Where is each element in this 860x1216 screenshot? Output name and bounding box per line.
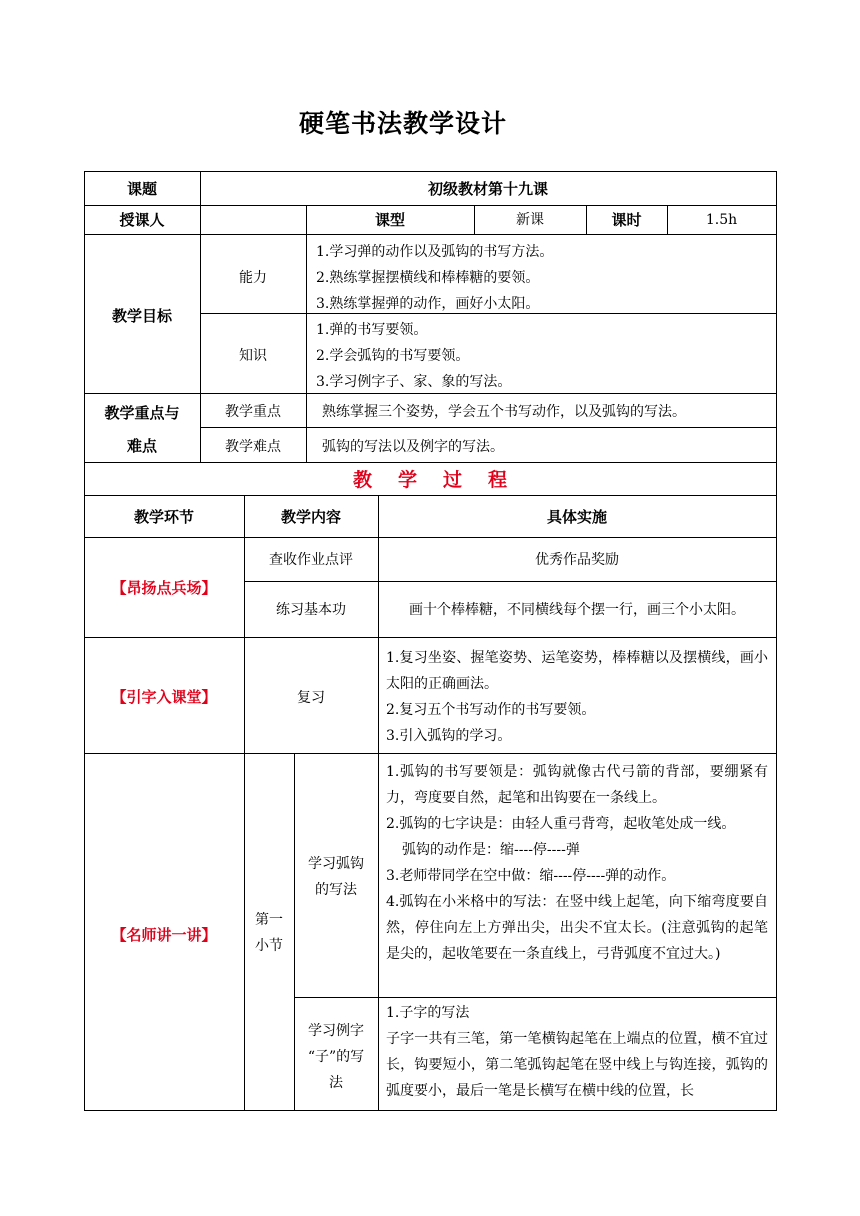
list-item: 1.弹的书写要领。 (316, 322, 428, 338)
sub2-label-3: 法 (329, 1075, 343, 1091)
header-implementation: 具体实施 (546, 508, 607, 526)
type-label: 课型 (374, 211, 405, 229)
stage1-name: 【昂扬点兵场】 (111, 579, 217, 597)
header-content: 教学内容 (280, 508, 341, 526)
page-title: 硬笔书法教学设计 (298, 109, 507, 138)
keypoints-label-1: 教学重点与 (104, 404, 180, 422)
list-item: 1.学习弹的动作以及弧钩的书写方法。 (316, 244, 554, 260)
difficulty-label: 教学难点 (225, 439, 281, 455)
list-item: 2.学会弧钩的书写要领。 (316, 348, 470, 364)
ability-label: 能力 (239, 270, 267, 286)
hours-value: 1.5h (705, 212, 738, 228)
type-value: 新课 (516, 212, 544, 228)
focus-label: 教学重点 (225, 404, 281, 420)
header-stage: 教学环节 (133, 508, 194, 526)
stage2-name: 【引字入课堂】 (111, 688, 217, 706)
list-item: 子字一共有三笔，第一笔横钩起笔在上端点的位置，横不宜过长，钩要短小，第二笔弧钩起笔在竖中线上与钩连接，弧钩的弧度要小，最后一笔是长横写在横中线的位置，长 (386, 1031, 768, 1099)
keypoints-label-2: 难点 (126, 437, 157, 455)
section-label-2: 小节 (255, 938, 283, 954)
sub2-items (386, 1000, 768, 1110)
list-item: 弧钩的动作是：缩----停----弹 (402, 842, 580, 858)
list-item: 4.弧钩在小米格中的写法：在竖中线上起笔，向下缩弯度要自然，停住向左上方弹出尖，出尖不宜太长。(注意弧钩的起笔是尖的，起收笔要在一条直线上，弓背弧度不宜过大。) (386, 894, 768, 962)
process-title: 教学过程 (352, 469, 533, 491)
topic-label: 课题 (126, 180, 157, 198)
stage1-impl-1: 优秀作品奖励 (535, 552, 619, 568)
list-item: 3.引入弧钩的学习。 (386, 728, 512, 744)
ability-items (316, 239, 768, 317)
difficulty-value: 弧钩的写法以及例字的写法。 (322, 439, 504, 455)
list-item: 1.复习坐姿、握笔姿势、运笔姿势，棒棒糖以及摆横线，画小太阳的正确画法。 (386, 650, 768, 692)
stage1-content-1: 查收作业点评 (269, 552, 353, 568)
sub2-label-1: 学习例字 (308, 1023, 364, 1039)
topic-value: 初级教材第十九课 (427, 180, 548, 198)
stage3-name: 【名师讲一讲】 (111, 926, 217, 944)
knowledge-items (316, 317, 768, 395)
list-item: 2.熟练掌握摆横线和棒棒糖的要领。 (316, 270, 540, 286)
list-item: 3.熟练掌握弹的动作，画好小太阳。 (316, 296, 540, 312)
list-item: 3.老师带同学在空中做：缩----停----弹的动作。 (386, 868, 676, 884)
stage2-items (386, 645, 768, 749)
list-item: 1.子字的写法 (386, 1005, 470, 1021)
list-item: 3.学习例字子、家、象的写法。 (316, 374, 512, 390)
stage1-content-2: 练习基本功 (276, 602, 346, 618)
sub2-label-2: “子”的写 (307, 1049, 365, 1065)
list-item: 2.复习五个书写动作的书写要领。 (386, 702, 596, 718)
list-item: 2.弧钩的七字诀是：由轻人重弓背弯，起收笔处成一线。 (386, 816, 736, 832)
section-label-1: 第一 (255, 912, 283, 928)
stage2-content: 复习 (297, 690, 325, 706)
sub1-label-2: 的写法 (315, 882, 357, 898)
sub1-label-1: 学习弧钩 (308, 856, 364, 872)
list-item: 1.弧钩的书写要领是：弧钩就像古代弓箭的背部，要绷紧有力，弯度要自然，起笔和出钩要在一条线上。 (386, 764, 768, 806)
goals-label: 教学目标 (111, 307, 172, 325)
knowledge-label: 知识 (239, 348, 267, 364)
teacher-label: 授课人 (119, 211, 165, 229)
sub1-items (386, 759, 768, 967)
stage1-impl-2: 画十个棒棒糖，不同横线每个摆一行，画三个小太阳。 (409, 602, 745, 618)
focus-value: 熟练掌握三个姿势，学会五个书写动作，以及弧钩的写法。 (322, 404, 686, 420)
hours-label: 课时 (611, 211, 642, 229)
